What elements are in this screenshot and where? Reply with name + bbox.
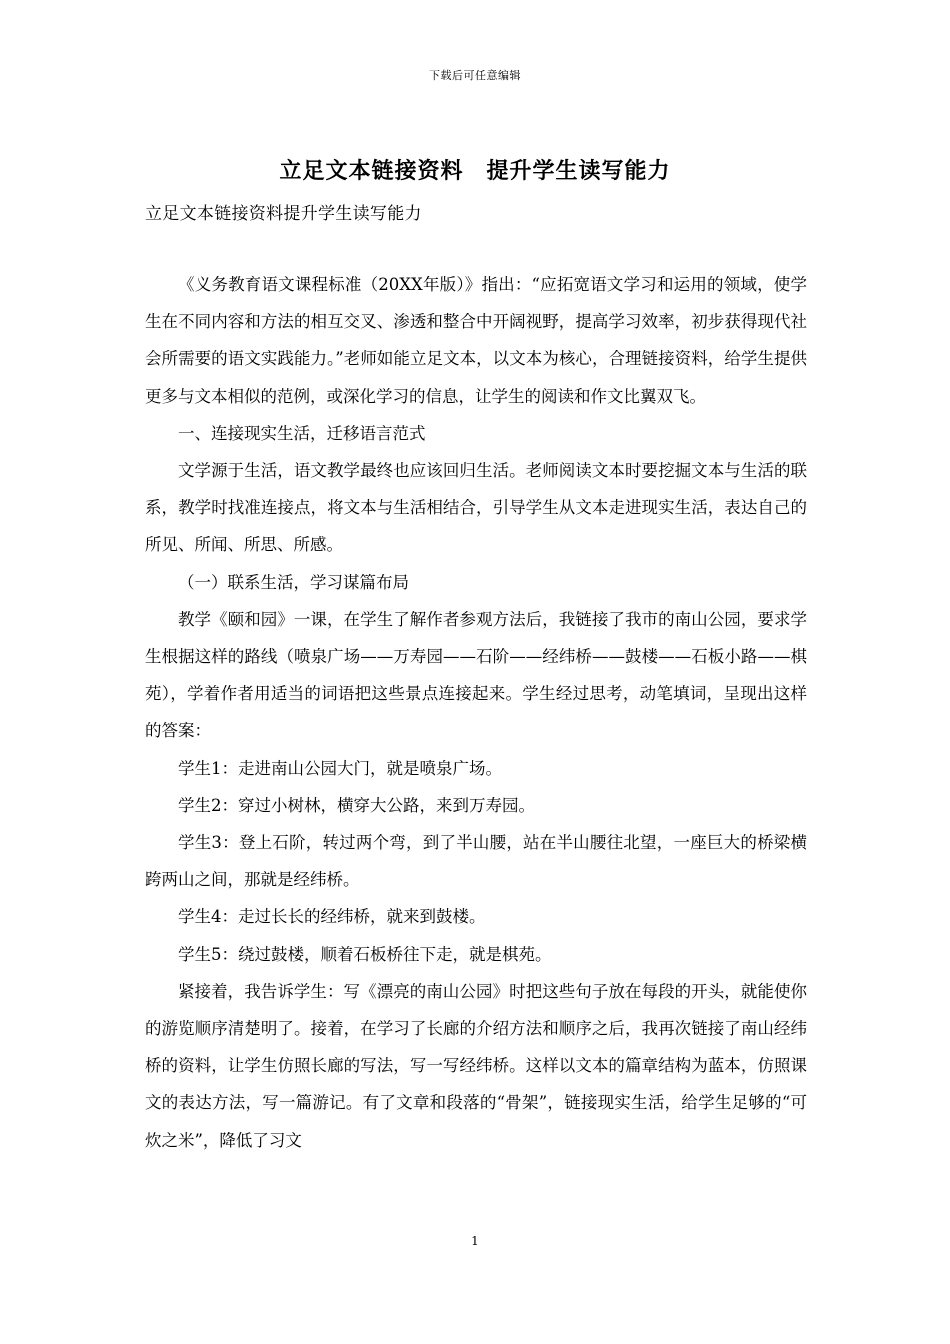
paragraph: 文学源于生活，语文教学最终也应该回归生活。老师阅读文本时要挖掘文本与生活的联系，教学时找准连接点，将文本与生活相结合，引导学生从文本走进现实生活，表达自己的所见、所闻、所思、所感。: [145, 461, 807, 555]
paragraph: 紧接着，我告诉学生：写《漂亮的南山公园》时把这些句子放在每段的开头，就能使你的游览顺序清楚明了。接着，在学习了长廊的介绍方法和顺序之后，我再次链接了南山经纬桥的资料，让学生仿照长廊的写法，写一写经纬桥。这样以文本的篇章结构为蓝本，仿照课文的表达方法，写一篇游记。有了文章和段落的“骨架”，链接现实生活，给学生足够的“可炊之米”，降低了习文: [145, 981, 807, 1150]
header-note: 下载后可任意编辑: [429, 69, 521, 82]
document-subtitle: 立足文本链接资料提升学生读写能力: [145, 204, 422, 224]
section-heading-1: 一、连接现实生活，迁移语言范式: [178, 423, 426, 443]
document-title: 立足文本链接资料 提升学生读写能力: [279, 158, 671, 184]
subsection-heading-1: （一）联系生活，学习谋篇布局: [178, 572, 409, 592]
student-answer: 学生3：登上石阶，转过两个弯，到了半山腰，站在半山腰往北望，一座巨大的桥梁横跨两山之间，那就是经纬桥。: [145, 833, 807, 890]
student-answer: 学生4：走过长长的经纬桥，就来到鼓楼。: [178, 907, 486, 927]
document-body: [145, 266, 807, 1159]
paragraph: 教学《颐和园》一课，在学生了解作者参观方法后，我链接了我市的南山公园，要求学生根据这样的路线（喷泉广场——万寿园——石阶——经纬桥——鼓楼——石板小路——棋苑），学着作者用适当的词语把这些景点连接起来。学生经过思考，动笔填词，呈现出这样的答案：: [145, 609, 807, 741]
student-answer: 学生5：绕过鼓楼，顺着石板桥往下走，就是棋苑。: [178, 944, 552, 964]
student-answer: 学生1：走进南山公园大门，就是喷泉广场。: [178, 758, 502, 778]
page-number: 1: [471, 1234, 479, 1248]
paragraph-intro: 《义务教育语文课程标准（20XX年版）》指出：“应拓宽语文学习和运用的领域，使学生在不同内容和方法的相互交叉、渗透和整合中开阔视野，提高学习效率，初步获得现代社会所需要的语文实践能力。”老师如能立足文本，以文本为核心，合理链接资料，给学生提供更多与文本相似的范例，或深化学习的信息，让学生的阅读和作文比翼双飞。: [145, 275, 807, 406]
student-answer: 学生2：穿过小树林，横穿大公路，来到万寿园。: [178, 795, 535, 815]
